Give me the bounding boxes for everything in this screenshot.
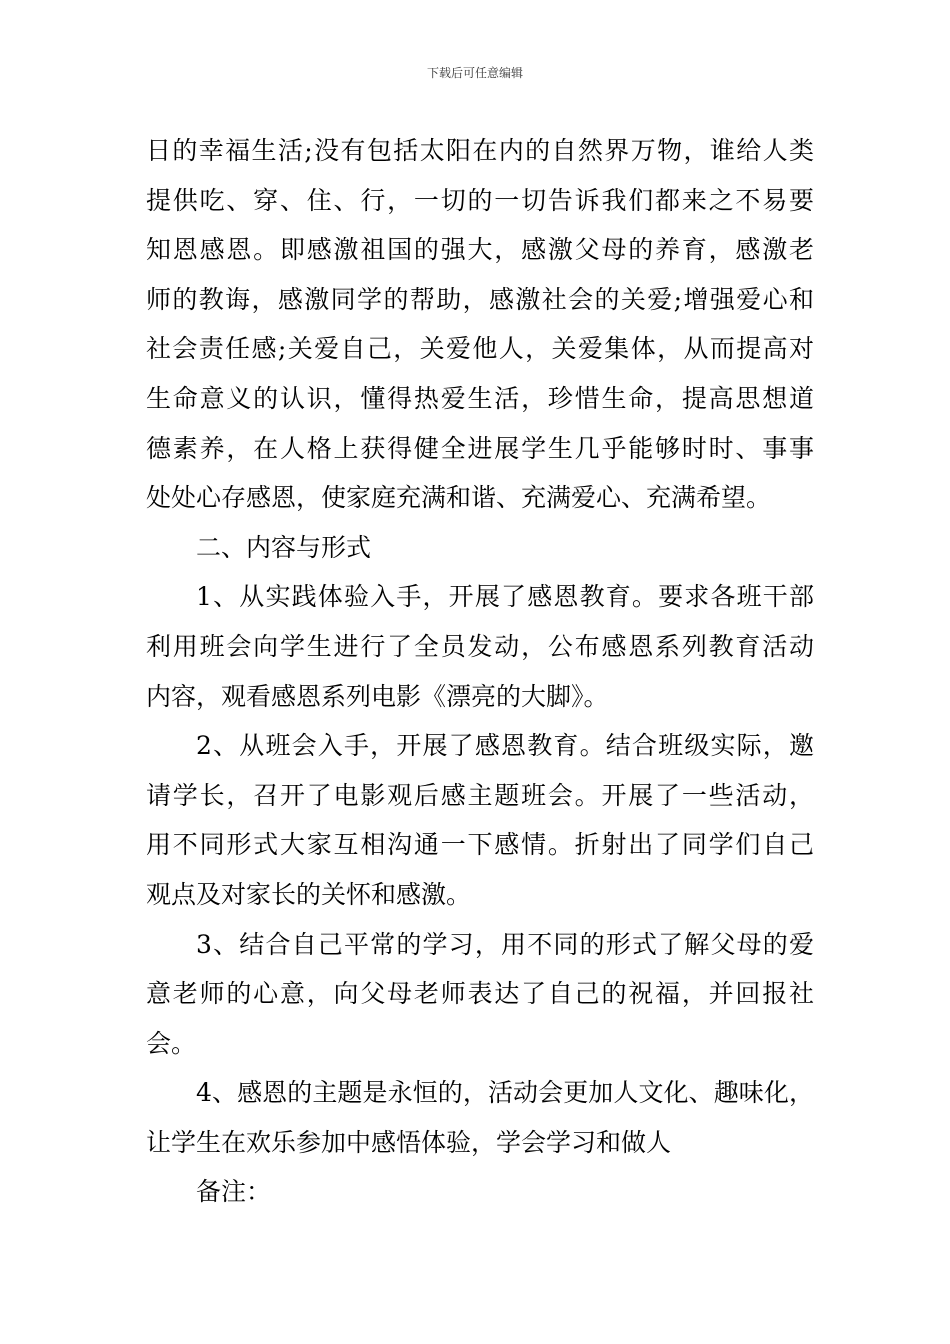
remarks-label: 备注： [196,1177,272,1207]
document-body [146,126,814,1217]
text-line: 请学长，召开了电影观后感主题班会。开展了一些活动， [146,780,814,810]
text-line: 3、结合自己平常的学习，用不同的形式了解父母的爱 [196,929,814,959]
text-line: 意老师的心意，向父母老师表达了自己的祝福，并回报社 [146,979,814,1009]
text-line: 让学生在欢乐参加中感悟体验，学会学习和做人 [146,1127,672,1157]
text-line: 2、从班会入手，开展了感恩教育。结合班级实际，邀 [196,731,814,761]
text-line: 内容，观看感恩系列电影《漂亮的大脚》。 [146,681,609,711]
text-line: 处处心存感恩，使家庭充满和谐、充满爱心、充满希望。 [146,483,772,513]
text-line: 知恩感恩。即感激祖国的强大，感激父母的养育，感激老 [146,235,814,265]
text-line: 观点及对家长的关怀和感激。 [146,879,472,909]
text-line: 用不同形式大家互相沟通一下感情。折射出了同学们自己 [146,830,814,860]
text-line: 利用班会向学生进行了全员发动，公布感恩系列教育活动 [146,631,814,661]
text-line: 提供吃、穿、住、行，一切的一切告诉我们都来之不易要 [146,185,814,215]
page-header: 下载后可任意编辑 [426,66,523,80]
text-line: 会。 [146,1028,197,1058]
text-line: 师的教诲，感激同学的帮助，感激社会的关爱;增强爱心和 [146,284,814,314]
text-line: 社会责任感;关爱自己，关爱他人，关爱集体，从而提高对 [146,334,814,364]
text-line: 4、感恩的主题是永恒的，活动会更加人文化、趣味化， [196,1078,814,1108]
text-line: 1、从实践体验入手，开展了感恩教育。要求各班干部 [196,582,814,612]
section-heading: 二、内容与形式 [196,532,372,562]
text-line: 日的幸福生活;没有包括太阳在内的自然界万物，谁给人类 [146,136,814,165]
text-line: 德素养，在人格上获得健全进展学生几乎能够时时、事事 [146,433,814,463]
text-line: 生命意义的认识，懂得热爱生活，珍惜生命，提高思想道 [146,383,814,413]
